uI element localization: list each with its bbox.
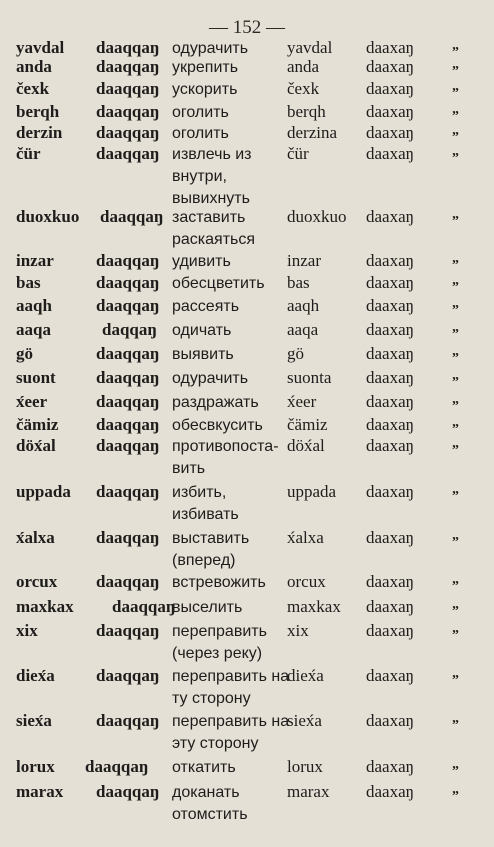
verb-form: daaqqaŋ — [96, 482, 160, 501]
headword: döx́al — [16, 436, 56, 455]
ditto-mark: „ — [452, 415, 459, 430]
verb-variant: daaxaŋ — [366, 368, 415, 387]
russian-gloss: извлечь из внутри, вывихнуть — [172, 146, 252, 207]
headword-variant: čür — [287, 144, 309, 163]
russian-gloss: заставить раскаяться — [172, 209, 256, 248]
russian-gloss: раздражать — [172, 394, 259, 411]
headword: čämiz — [16, 415, 59, 434]
headword-variant: uppada — [287, 482, 337, 501]
headword-variant: siex́a — [287, 711, 322, 730]
russian-gloss: обесцветить — [172, 275, 265, 292]
headword-variant: orcux — [287, 572, 326, 591]
ditto-mark: „ — [452, 436, 459, 451]
ditto-mark: „ — [452, 57, 459, 72]
russian-gloss: одичать — [172, 322, 232, 339]
ditto-mark: „ — [452, 123, 459, 138]
ditto-mark: „ — [452, 320, 459, 335]
ditto-mark: „ — [452, 782, 459, 797]
ditto-mark: „ — [452, 597, 459, 612]
russian-gloss: одурачить — [172, 40, 249, 57]
russian-gloss: откатить — [172, 759, 236, 776]
russian-gloss: рассеять — [172, 298, 240, 315]
ditto-mark: „ — [452, 296, 459, 311]
headword-variant: čämiz — [287, 415, 328, 434]
headword: aaqh — [16, 296, 52, 315]
verb-form: daaqqaŋ — [96, 273, 160, 292]
verb-form: daaqqaŋ — [100, 207, 164, 226]
verb-variant: daaxaŋ — [366, 392, 415, 411]
russian-gloss: переправить (через реку) — [172, 623, 267, 662]
russian-gloss: выявить — [172, 346, 234, 363]
headword: orcux — [16, 572, 58, 591]
headword-variant: gö — [287, 344, 304, 363]
verb-form: daaqqaŋ — [96, 572, 160, 591]
headword: gö — [16, 344, 33, 363]
headword: yavdal — [16, 38, 65, 57]
verb-form: daaqqaŋ — [96, 528, 160, 547]
verb-variant: daaxaŋ — [366, 102, 415, 121]
headword-variant: lorux — [287, 757, 323, 776]
verb-variant: daaxaŋ — [366, 57, 415, 76]
headword-variant: döx́al — [287, 436, 325, 455]
headword-variant: maxkax — [287, 597, 341, 616]
headword-variant: yavdal — [287, 38, 333, 57]
headword: diex́a — [16, 666, 55, 685]
headword-variant: inzar — [287, 251, 321, 270]
russian-gloss: выставить (вперед) — [172, 530, 250, 569]
headword: derzin — [16, 123, 63, 142]
verb-form: daaqqaŋ — [96, 415, 160, 434]
verb-form: daqqaŋ — [102, 320, 157, 339]
verb-variant: daaxaŋ — [366, 436, 415, 455]
headword: čür — [16, 144, 41, 163]
ditto-mark: „ — [452, 621, 459, 636]
headword: suont — [16, 368, 56, 387]
russian-gloss: встревожить — [172, 574, 266, 591]
headword: xix — [16, 621, 38, 640]
verb-form: daaqqaŋ — [96, 621, 160, 640]
russian-gloss: оголить — [172, 104, 229, 121]
verb-variant: daaxaŋ — [366, 123, 415, 142]
headword: marax — [16, 782, 64, 801]
verb-form: daaqqaŋ — [96, 344, 160, 363]
headword: uppada — [16, 482, 71, 501]
headword-variant: x́eer — [287, 392, 317, 411]
russian-gloss: выселить — [172, 599, 243, 616]
verb-variant: daaxaŋ — [366, 251, 415, 270]
headword-variant: duoxkuo — [287, 207, 347, 226]
verb-form: daaqqaŋ — [112, 597, 176, 616]
ditto-mark: „ — [452, 38, 459, 53]
verb-form: daaqqaŋ — [96, 666, 160, 685]
verb-form: daaqqaŋ — [96, 368, 160, 387]
headword: x́alxa — [16, 528, 55, 547]
russian-gloss: избить, избивать — [172, 484, 239, 523]
russian-gloss: оголить — [172, 125, 229, 142]
verb-variant: daaxaŋ — [366, 482, 415, 501]
verb-form: daaqqaŋ — [85, 757, 149, 776]
ditto-mark: „ — [452, 482, 459, 497]
russian-gloss: обесвкусить — [172, 417, 263, 434]
headword-variant: diex́a — [287, 666, 324, 685]
russian-gloss: укрепить — [172, 59, 239, 76]
headword: bas — [16, 273, 41, 292]
verb-variant: daaxaŋ — [366, 757, 415, 776]
headword-variant: suonta — [287, 368, 332, 387]
verb-form: daaqqaŋ — [96, 392, 160, 411]
ditto-mark: „ — [452, 757, 459, 772]
verb-variant: daaxaŋ — [366, 572, 415, 591]
headword: duoxkuo — [16, 207, 80, 226]
verb-form: daaqqaŋ — [96, 251, 160, 270]
verb-form: daaqqaŋ — [96, 144, 160, 163]
verb-variant: daaxaŋ — [366, 344, 415, 363]
ditto-mark: „ — [452, 273, 459, 288]
headword: čexk — [16, 79, 50, 98]
headword-variant: aaqa — [287, 320, 319, 339]
headword: berqh — [16, 102, 60, 121]
headword: maxkax — [16, 597, 74, 616]
verb-form: daaqqaŋ — [96, 38, 160, 57]
headword-variant: bas — [287, 273, 310, 292]
ditto-mark: „ — [452, 102, 459, 117]
verb-form: daaqqaŋ — [96, 296, 160, 315]
ditto-mark: „ — [452, 572, 459, 587]
headword: inzar — [16, 251, 54, 270]
headword-variant: x́alxa — [287, 528, 324, 547]
russian-gloss: удивить — [172, 253, 231, 270]
headword-variant: aaqh — [287, 296, 320, 315]
ditto-mark: „ — [452, 666, 459, 681]
verb-variant: daaxaŋ — [366, 38, 415, 57]
russian-gloss: одурачить — [172, 370, 249, 387]
verb-variant: daaxaŋ — [366, 597, 415, 616]
verb-form: daaqqaŋ — [96, 57, 160, 76]
verb-variant: daaxaŋ — [366, 273, 415, 292]
headword-variant: xix — [287, 621, 309, 640]
russian-gloss: переправить на эту сторону — [172, 713, 290, 752]
ditto-mark: „ — [452, 392, 459, 407]
russian-gloss: переправить на ту сторону — [172, 668, 290, 707]
verb-variant: daaxaŋ — [366, 666, 415, 685]
verb-form: daaqqaŋ — [96, 782, 160, 801]
ditto-mark: „ — [452, 368, 459, 383]
headword: siex́a — [16, 711, 52, 730]
ditto-mark: „ — [452, 207, 459, 222]
headword: lorux — [16, 757, 55, 776]
russian-gloss: ускорить — [172, 81, 238, 98]
verb-variant: daaxaŋ — [366, 415, 415, 434]
russian-gloss: противопоста- вить — [172, 438, 279, 477]
headword-variant: anda — [287, 57, 320, 76]
ditto-mark: „ — [452, 528, 459, 543]
page-number: — 152 — — [209, 17, 285, 38]
headword: aaqa — [16, 320, 51, 339]
verb-variant: daaxaŋ — [366, 79, 415, 98]
verb-variant: daaxaŋ — [366, 320, 415, 339]
verb-form: daaqqaŋ — [96, 79, 160, 98]
verb-variant: daaxaŋ — [366, 207, 415, 226]
verb-form: daaqqaŋ — [96, 123, 160, 142]
ditto-mark: „ — [452, 251, 459, 266]
headword-variant: berqh — [287, 102, 326, 121]
verb-variant: daaxaŋ — [366, 621, 415, 640]
ditto-mark: „ — [452, 711, 459, 726]
verb-form: daaqqaŋ — [96, 711, 160, 730]
headword: anda — [16, 57, 52, 76]
headword-variant: derzina — [287, 123, 338, 142]
verb-form: daaqqaŋ — [96, 436, 160, 455]
ditto-mark: „ — [452, 79, 459, 94]
ditto-mark: „ — [452, 144, 459, 159]
verb-variant: daaxaŋ — [366, 296, 415, 315]
headword-variant: čexk — [287, 79, 320, 98]
verb-variant: daaxaŋ — [366, 782, 415, 801]
russian-gloss: доканать отомстить — [172, 784, 248, 823]
verb-variant: daaxaŋ — [366, 711, 415, 730]
headword-variant: marax — [287, 782, 330, 801]
verb-variant: daaxaŋ — [366, 144, 415, 163]
ditto-mark: „ — [452, 344, 459, 359]
headword: x́eer — [16, 392, 48, 411]
verb-variant: daaxaŋ — [366, 528, 415, 547]
verb-form: daaqqaŋ — [96, 102, 160, 121]
